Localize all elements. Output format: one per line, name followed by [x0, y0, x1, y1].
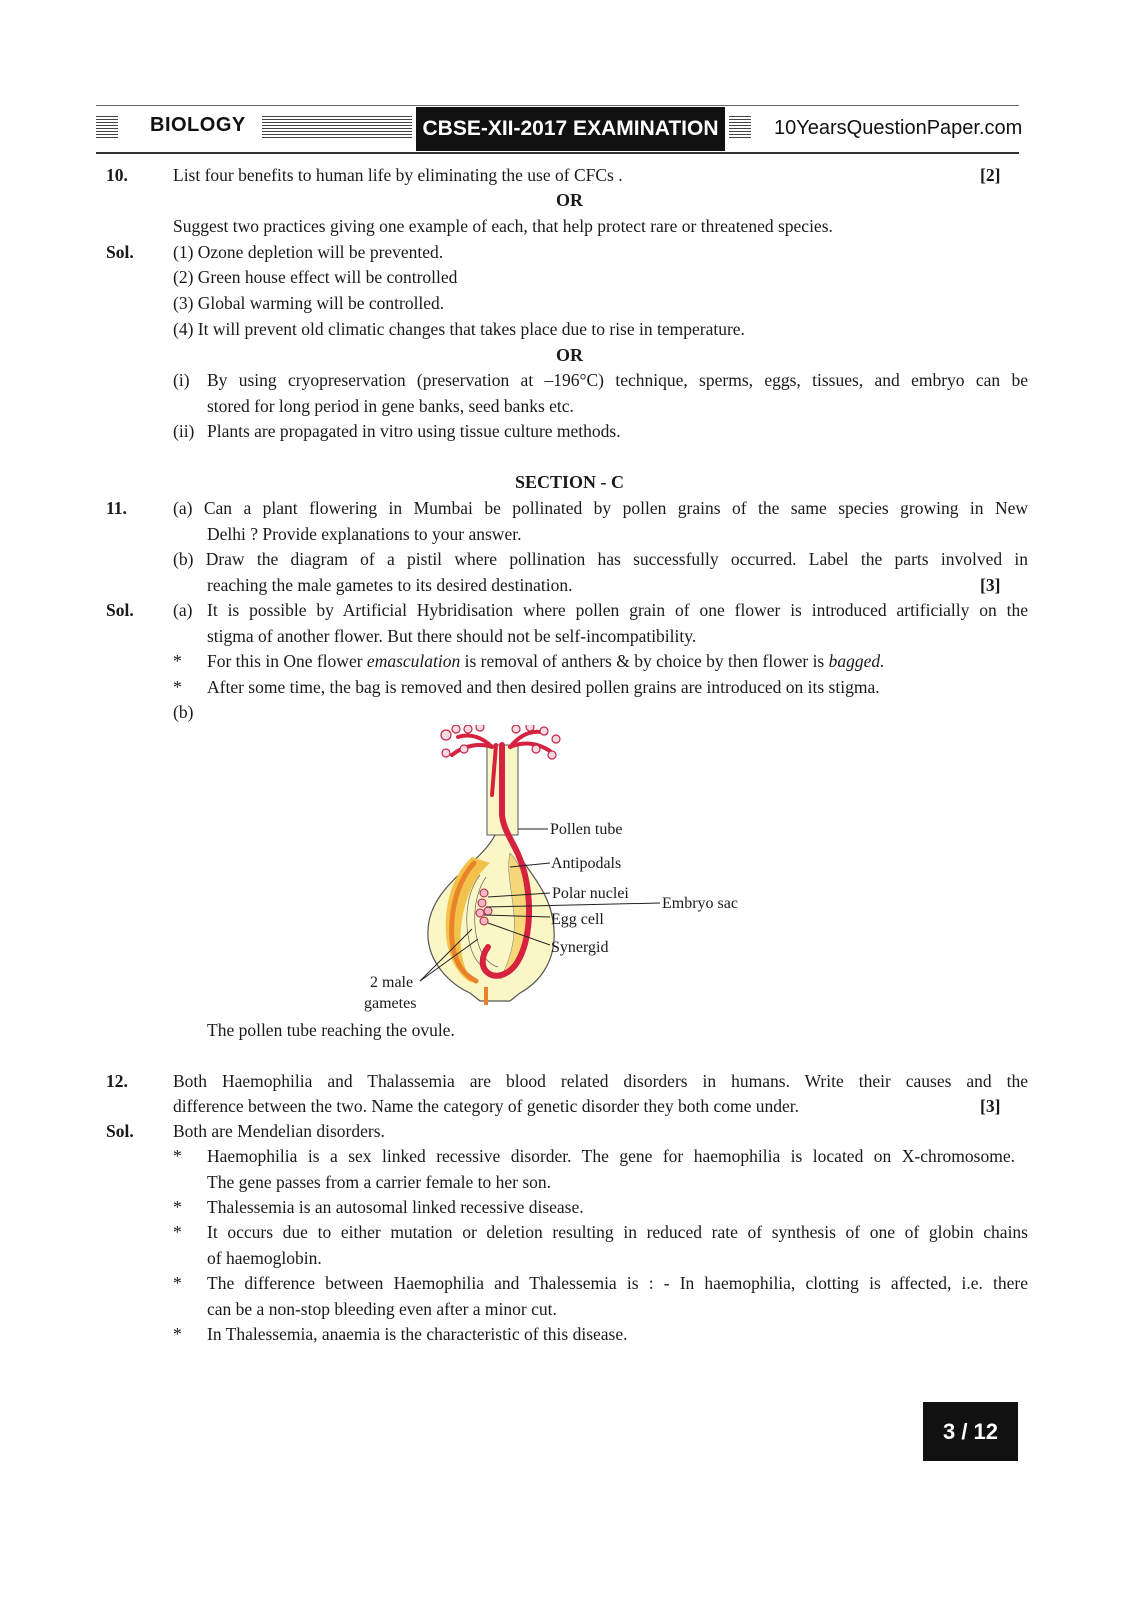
- header-site: 10YearsQuestionPaper.com: [774, 117, 1023, 139]
- q11-b-line1: (b) Draw the diagram of a pistil where pollination has successfully occurred. Label the parts involved in: [173, 549, 1028, 569]
- q11-sol-b-marker: (b): [173, 702, 194, 722]
- q10-number: 10.: [106, 165, 128, 185]
- q12-b1-line2: The gene passes from a carrier female to her son.: [207, 1172, 552, 1192]
- q12-b1-line1: Haemophilia is a sex linked recessive disorder. The gene for haemophilia is located on X-chromosome.: [207, 1146, 1015, 1166]
- section-c-heading: SECTION - C: [514, 472, 625, 492]
- q12-bullet-5-marker: *: [173, 1324, 182, 1344]
- q11-sol-a-line1: It is possible by Artificial Hybridisation where pollen grain of one flower is introduced artificially on the: [207, 600, 1028, 620]
- header-subject: BIOLOGY: [150, 114, 246, 136]
- header-bottom-rule: [96, 152, 1019, 154]
- q10-or-2: OR: [556, 345, 583, 365]
- q10-alt-ii-line1: Plants are propagated in vitro using tissue culture methods.: [207, 421, 621, 441]
- q10-or: OR: [556, 190, 583, 210]
- header-exam-title: CBSE-XII-2017 EXAMINATION: [416, 107, 725, 151]
- q11-bullet-2-marker: *: [173, 677, 182, 697]
- diagram-caption: The pollen tube reaching the ovule.: [207, 1020, 455, 1040]
- q12-bullet-3-marker: *: [173, 1222, 182, 1242]
- header-stripes-mid: [262, 116, 412, 140]
- q12-b5-line1: In Thalessemia, anaemia is the characteristic of this disease.: [207, 1324, 628, 1344]
- label-egg-cell: Egg cell: [551, 911, 604, 928]
- q10-question: List four benefits to human life by eliminating the use of CFCs .: [173, 165, 623, 185]
- label-synergid: Synergid: [551, 939, 609, 956]
- header-stripes-right: [729, 116, 751, 140]
- q11-b-line2: reaching the male gametes to its desired destination.: [207, 575, 573, 595]
- q12-b4-line1: The difference between Haemophilia and Thalessemia is : - In haemophilia, clotting is affected, i.e. there: [207, 1273, 1028, 1293]
- q11-bullet-1: For this in One flower emasculation is removal of anthers & by choice by then flower is bagged.: [207, 651, 885, 671]
- q12-marks: [3]: [980, 1096, 1001, 1116]
- label-male-gametes-1: 2 male: [370, 974, 414, 991]
- label-embryo-sac: Embryo sac: [662, 895, 738, 912]
- q12-bullet-4-marker: *: [173, 1273, 182, 1293]
- q12-bullet-2-marker: *: [173, 1197, 182, 1217]
- q12-line2: difference between the two. Name the category of genetic disorder they both come under.: [173, 1096, 800, 1116]
- q11-sol-a-line2: stigma of another flower. But there should not be self-incompatibility.: [207, 626, 697, 646]
- label-antipodals: Antipodals: [551, 855, 622, 872]
- header-stripes-left: [96, 116, 118, 140]
- q10-answer-2: (2) Green house effect will be controlled: [173, 267, 458, 287]
- q11-bullet-2: After some time, the bag is removed and then desired pollen grains are introduced on its stigma.: [207, 677, 880, 697]
- pistil-diagram: [360, 725, 780, 1025]
- q11-marks: [3]: [980, 575, 1001, 595]
- q10-answer-3: (3) Global warming will be controlled.: [173, 293, 445, 313]
- q11-sol-a-marker: (a): [173, 600, 193, 620]
- q12-b3-line2: of haemoglobin.: [207, 1248, 322, 1268]
- q11-sol-label: Sol.: [106, 600, 134, 620]
- q11-bullet-1-marker: *: [173, 651, 182, 671]
- q12-sol-intro: Both are Mendelian disorders.: [173, 1121, 385, 1141]
- q12-b4-line2: can be a non-stop bleeding even after a minor cut.: [207, 1299, 557, 1319]
- q11-a-line2: Delhi ? Provide explanations to your answer.: [207, 524, 522, 544]
- q10-answer-4: (4) It will prevent old climatic changes that takes place due to rise in temperature.: [173, 319, 745, 339]
- q12-sol-label: Sol.: [106, 1121, 134, 1141]
- q12-number: 12.: [106, 1071, 128, 1091]
- q10-alt-i-line2: stored for long period in gene banks, seed banks etc.: [207, 396, 574, 416]
- q10-sol-label: Sol.: [106, 242, 134, 262]
- label-male-gametes-2: gametes: [364, 995, 417, 1012]
- q10-alt-ii-marker: (ii): [173, 421, 195, 441]
- q10-answer-1: (1) Ozone depletion will be prevented.: [173, 242, 444, 262]
- q11-number: 11.: [106, 498, 127, 518]
- stigma-left: [452, 735, 492, 755]
- q12-b3-line1: It occurs due to either mutation or deletion resulting in reduced rate of synthesis of one of globin chains: [207, 1222, 1028, 1242]
- q10-alt-i-marker: (i): [173, 370, 190, 390]
- header-top-rule: [96, 105, 1019, 106]
- q12-b2-line1: Thalessemia is an autosomal linked recessive disease.: [207, 1197, 584, 1217]
- q10-alt-question: Suggest two practices giving one example of each, that help protect rare or threatened species.: [173, 216, 833, 236]
- q12-line1: Both Haemophilia and Thalassemia are blood related disorders in humans. Write their causes and the: [173, 1071, 1028, 1091]
- label-pollen-tube: Pollen tube: [550, 821, 623, 838]
- page-number: 3 / 12: [923, 1402, 1018, 1461]
- label-polar-nuclei: Polar nuclei: [552, 885, 629, 902]
- q11-a-line1: (a) Can a plant flowering in Mumbai be pollinated by pollen grains of the same species growing in New: [173, 498, 1028, 518]
- q10-marks: [2]: [980, 165, 1001, 185]
- q10-alt-i-line1: By using cryopreservation (preservation at –196°C) technique, sperms, eggs, tissues, and embryo can be: [207, 370, 1028, 390]
- q12-bullet-1-marker: *: [173, 1146, 182, 1166]
